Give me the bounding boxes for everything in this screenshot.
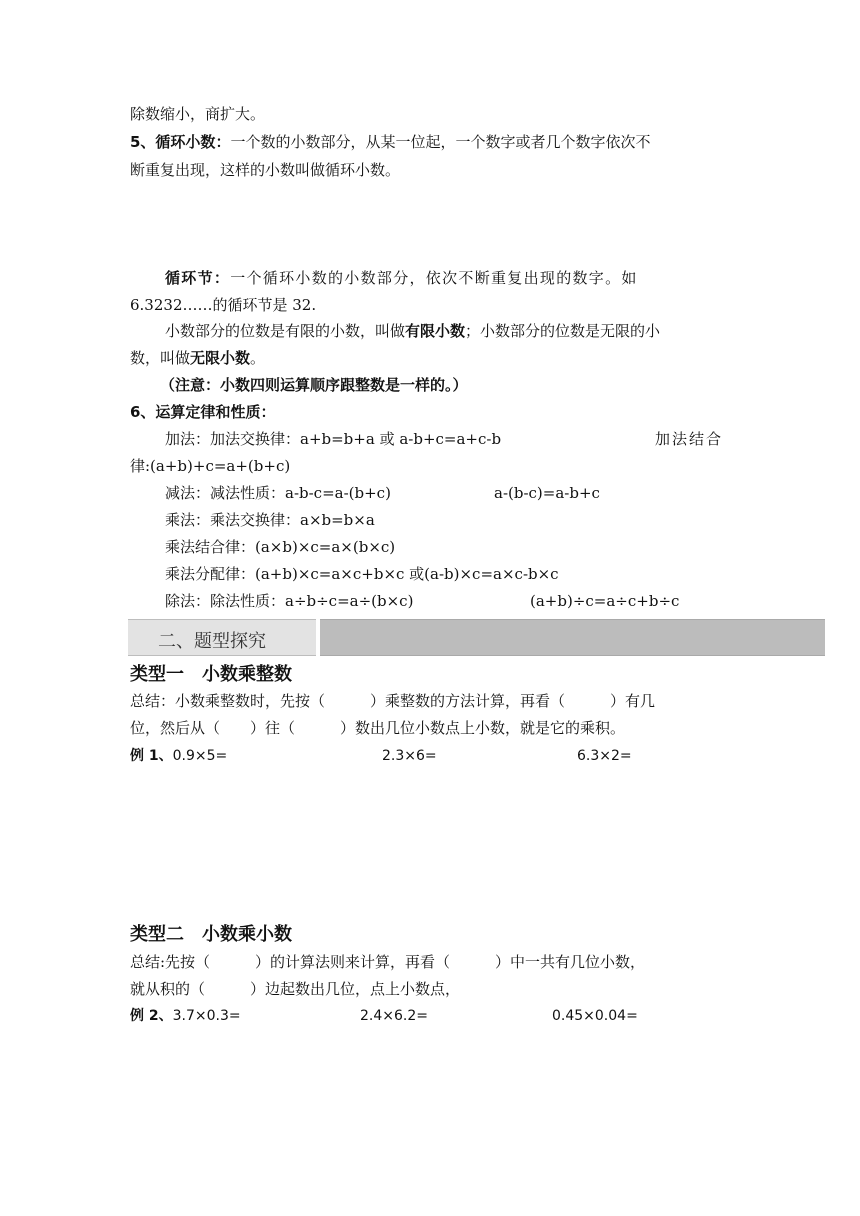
infinite-term: 无限小数 (190, 349, 251, 367)
note-line: （注意：小数四则运算顺序跟整数是一样的。） (160, 376, 468, 394)
div-law-2: (a+b)÷c=a÷c+b÷c (530, 592, 680, 610)
item5-line (130, 132, 650, 152)
text-line: 断重复出现，这样的小数叫做循环小数。 (130, 161, 401, 179)
add-law-line2: 律:(a+b)+c=a+(b+c) (130, 457, 291, 475)
section-bar-fill (320, 619, 825, 656)
div-law-line: 除法：除法性质：a÷b÷c=a÷(b×c) (165, 592, 414, 610)
infinite-line (130, 348, 265, 368)
text-span: 小数部分的位数是有限的小数，叫做 (165, 322, 406, 340)
finite-line (165, 321, 660, 341)
mul-assoc-line: 乘法结合律：(a×b)×c=a×(b×c) (165, 538, 396, 556)
section-bar-label (128, 619, 316, 656)
cycle-line (165, 268, 638, 288)
type1-heading: 类型一 小数乘整数 (130, 664, 292, 685)
section-title: 二、题型探究 (158, 631, 266, 652)
example1-c: 6.3×2= (577, 748, 632, 764)
example2-c: 0.45×0.04= (552, 1008, 638, 1024)
mul-dist-line: 乘法分配律：(a+b)×c=a×c+b×c 或(a-b)×c=a×c-b×c (165, 565, 559, 583)
example2-label: 例 2、 (130, 1008, 173, 1024)
item5-text: 一个数的小数部分，从某一位起，一个数字或者几个数字依次不 (230, 133, 651, 151)
example1-label: 例 1、 (130, 748, 173, 764)
example1-line (130, 746, 227, 766)
cycle-text: 一个循环小数的小数部分，依次不断重复出现的数字。如 (230, 269, 638, 287)
item5-title: 5、循环小数： (130, 133, 231, 151)
type1-summary-1: 总结：小数乘整数时，先按（ ）乘整数的方法计算，再看（ ）有几 (130, 692, 656, 710)
sub-law-line: 减法：减法性质：a-b-c=a-(b+c) (165, 484, 391, 502)
type1-summary-2: 位，然后从（ ）往（ ）数出几位小数点上小数，就是它的乘积。 (130, 719, 626, 737)
text-span: 数，叫做 (130, 349, 191, 367)
cycle-title: 循环节： (165, 269, 231, 287)
sub-law-2: a-(b-c)=a-b+c (494, 484, 600, 502)
item6-title: 6、运算定律和性质： (130, 403, 276, 421)
add-law-line: 加法：加法交换律：a+b=b+a 或 a-b+c=a+c-b (165, 430, 502, 448)
add-law-cont: 加法结合 (655, 430, 724, 448)
example2-line (130, 1006, 241, 1026)
example1-a: 0.9×5= (172, 748, 228, 764)
type2-summary-1: 总结:先按（ ）的计算法则来计算，再看（ ）中一共有几位小数， (130, 953, 646, 971)
example1-b: 2.3×6= (382, 748, 437, 764)
text-line: 6.3232……的循环节是 32. (130, 296, 317, 314)
mul-law-line: 乘法：乘法交换律：a×b=b×a (165, 511, 375, 529)
type2-summary-2: 就从积的（ ）边起数出几位，点上小数点， (130, 980, 461, 998)
finite-term: 有限小数 (405, 322, 466, 340)
type2-heading: 类型二 小数乘小数 (130, 924, 292, 945)
example2-a: 3.7×0.3= (172, 1008, 241, 1024)
text-span: 。 (250, 349, 266, 367)
text-span: ；小数部分的位数是无限的小 (465, 322, 661, 340)
example2-b: 2.4×6.2= (360, 1008, 428, 1024)
text-line: 除数缩小，商扩大。 (130, 105, 266, 123)
